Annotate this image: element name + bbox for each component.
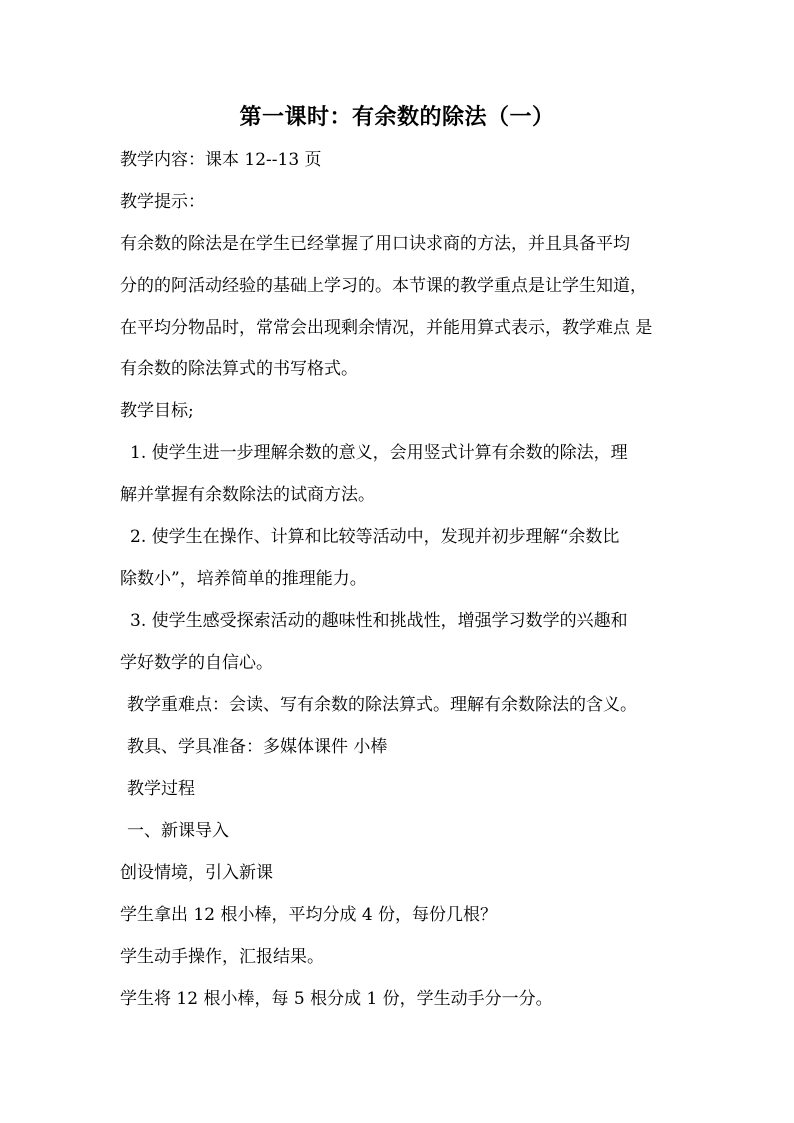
paragraph-line: 分的的阿活动经验的基础上学习的。本节课的教学重点是让学生知道，	[120, 276, 647, 296]
teaching-content-line: 教学内容：课本 12--13 页	[120, 150, 322, 170]
paragraph-line: 有余数的除法是在学生已经掌握了用口诀求商的方法，并且具备平均	[120, 234, 630, 254]
goal-item-3-continued: 学好数学的自信心。	[120, 653, 273, 673]
teaching-process-heading: 教学过程	[127, 779, 195, 799]
key-difficulty-line: 教学重难点：会读、写有余数的除法算式。理解有余数除法的含义。	[127, 695, 637, 715]
paragraph-line: 学生将 12 根小棒，每 5 根分成 1 份，学生动手分一分。	[120, 989, 553, 1009]
teaching-tips-heading: 教学提示：	[120, 192, 205, 212]
goal-item-1: 1. 使学生进一步理解余数的意义，会用竖式计算有余数的除法，理	[130, 443, 628, 463]
paragraph-line: 学生拿出 12 根小棒，平均分成 4 份，每份几根？	[120, 905, 498, 925]
goal-item-2-continued: 除数小”，培养简单的推理能力。	[120, 569, 367, 589]
goal-item-1-continued: 解并掌握有余数除法的试商方法。	[120, 485, 375, 505]
goal-item-2: 2. 使学生在操作、计算和比较等活动中，发现并初步理解“余数比	[130, 527, 620, 547]
paragraph-line: 创设情境，引入新课	[120, 863, 273, 883]
section-heading-new-lesson: 一、新课导入	[127, 821, 229, 841]
paragraph-line: 学生动手操作，汇报结果。	[120, 947, 324, 967]
goal-item-3: 3. 使学生感受探索活动的趣味性和挑战性，增强学习数学的兴趣和	[130, 611, 628, 631]
teaching-aids-line: 教具、学具准备：多媒体课件 小棒	[127, 737, 388, 757]
paragraph-line: 有余数的除法算式的书写格式。	[120, 359, 358, 379]
teaching-goals-heading: 教学目标;	[120, 401, 194, 421]
page-title: 第一课时：有余数的除法（一）	[239, 104, 555, 130]
paragraph-line: 在平均分物品时，常常会出现剩余情况，并能用算式表示，教学难点 是	[120, 318, 653, 338]
